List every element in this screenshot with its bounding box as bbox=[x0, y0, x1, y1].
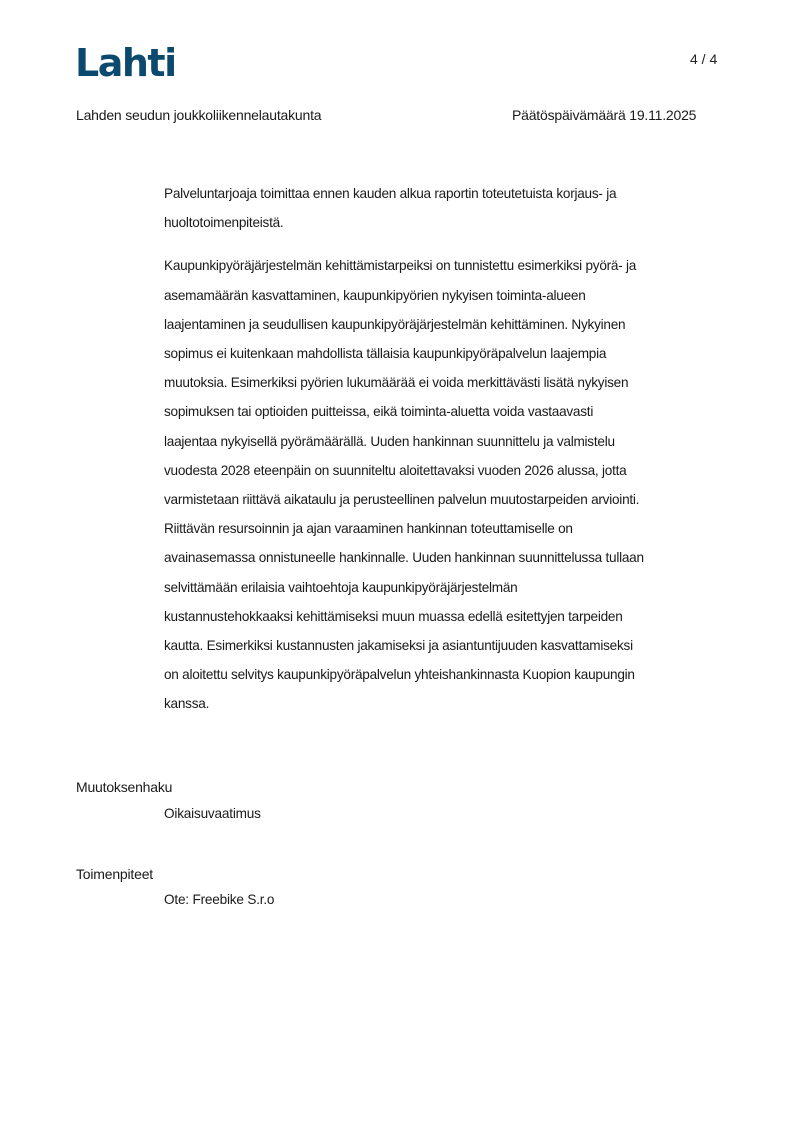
paragraph-1 bbox=[164, 179, 724, 237]
text-line: laajentaminen ja seudullisen kaupunkipyöräjärjestelmän kehittäminen. Nykyinen bbox=[164, 316, 626, 332]
text-line: laajentaa nykyisellä pyörämäärällä. Uuden hankinnan suunnittelu ja valmistelu bbox=[164, 433, 615, 449]
paragraph-2 bbox=[164, 251, 724, 718]
text-line: on aloitettu selvitys kaupunkipyöräpalvelun yhteishankinnasta Kuopion kaupungin bbox=[164, 667, 635, 683]
text-line: selvittämään erilaisia vaihtoehtoja kaupunkipyöräjärjestelmän bbox=[164, 579, 518, 595]
appeal-text: Oikaisuvaatimus bbox=[164, 806, 261, 821]
text-line: sopimus ei kuitenkaan mahdollista tällaisia kaupunkipyöräpalvelun laajempia bbox=[164, 346, 607, 362]
body-text bbox=[164, 179, 724, 733]
appeal-heading: Muutoksenhaku bbox=[76, 779, 173, 795]
text-line: Kaupunkipyöräjärjestelmän kehittämistarpeiksi on tunnistettu esimerkiksi pyörä- ja bbox=[164, 258, 637, 274]
text-line: sopimuksen tai optioiden puitteissa, eikä toiminta-aluetta voida vastaavasti bbox=[164, 404, 594, 420]
actions-text: Ote: Freebike S.r.o bbox=[164, 892, 275, 907]
text-line: Palveluntarjoaja toimittaa ennen kauden alkua raportin toteutetuista korjaus- ja bbox=[164, 186, 617, 201]
lahti-logo: Lahti bbox=[75, 41, 176, 85]
text-line: muutoksia. Esimerkiksi pyörien lukumäärää ei voida merkittävästi lisätä nykyisen bbox=[164, 375, 629, 391]
organization-name: Lahden seudun joukkoliikennelautakunta bbox=[76, 107, 322, 123]
text-line: avainasemassa onnistuneelle hankinnalle. Uuden hankinnan suunnittelussa tullaan bbox=[164, 550, 644, 566]
text-line: varmistetaan riittävä aikataulu ja perusteellinen palvelun muutostarpeiden arviointi. bbox=[164, 492, 640, 508]
text-line: kanssa. bbox=[164, 696, 210, 712]
text-line: kautta. Esimerkiksi kustannusten jakamiseksi ja asiantuntijuuden kasvattamiseksi bbox=[164, 638, 633, 654]
text-line: vuodesta 2028 eteenpäin on suunniteltu aloitettavaksi vuoden 2026 alussa, jotta bbox=[164, 462, 627, 478]
text-line: kustannustehokkaaksi kehittämiseksi muun muassa edellä esitettyjen tarpeiden bbox=[164, 608, 623, 624]
text-line: Riittävän resursoinnin ja ajan varaaminen hankinnan toteuttamiselle on bbox=[164, 521, 573, 537]
decision-date: Päätöspäivämäärä 19.11.2025 bbox=[512, 107, 697, 123]
text-line: huoltotoimenpiteistä. bbox=[164, 215, 284, 231]
page-number: 4 / 4 bbox=[690, 51, 718, 67]
text-line: asemamäärän kasvattaminen, kaupunkipyörien nykyisen toiminta-alueen bbox=[164, 287, 586, 303]
actions-heading: Toimenpiteet bbox=[76, 866, 153, 882]
